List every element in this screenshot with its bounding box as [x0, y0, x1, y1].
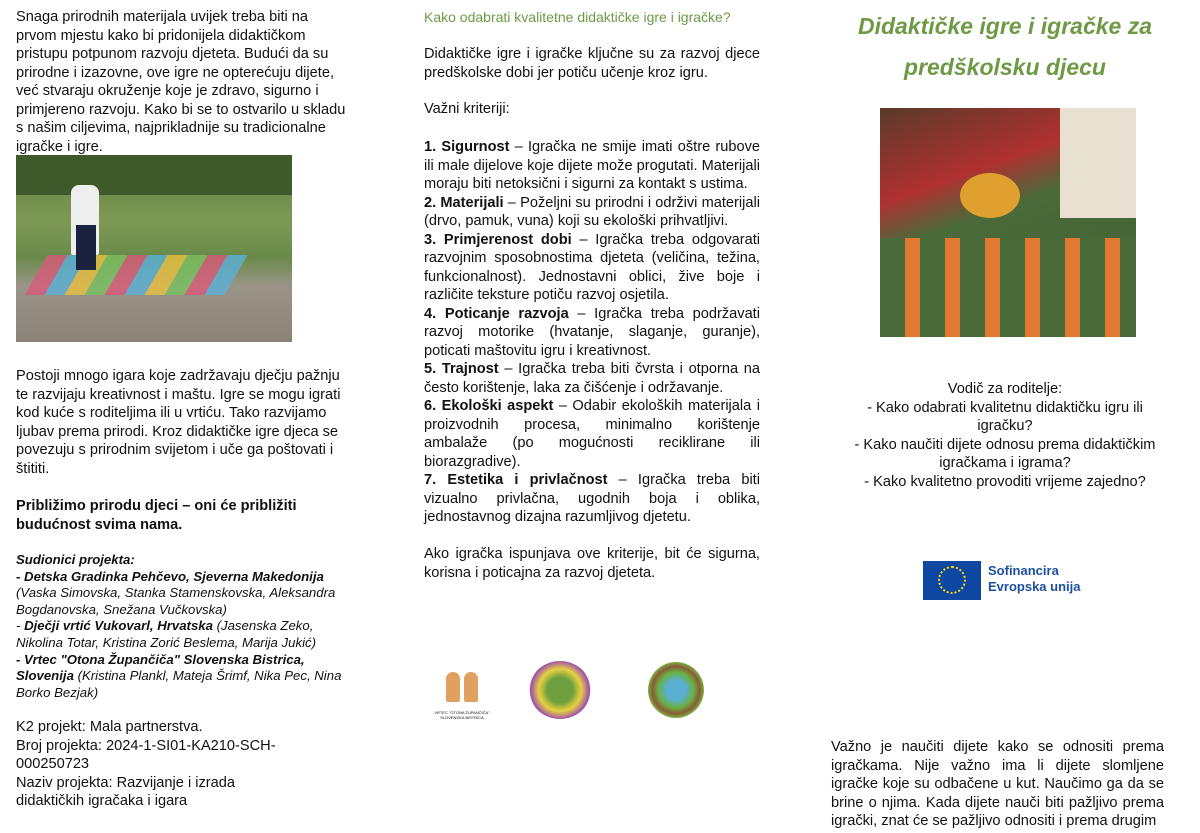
- participant: - Vrtec "Otona Župančiča" Slovenska Bistrica, Slovenija (Kristina Plankl, Mateja Šrimf, Nika Pec, Nina Borko Bezjak): [16, 651, 342, 700]
- guide-item: - Kako odabrati kvalitetnu didaktičku igru ili igračku?: [867, 399, 1143, 434]
- guide-title: Vodič za roditelje:: [947, 381, 1063, 397]
- project-type: K2 projekt: Mala partnerstva.: [16, 719, 203, 735]
- participant: - Dječji vrtić Vukovarl, Hrvatska (Jasenska Zeko, Nikolina Totar, Kristina Zorić Beslema, Marija Jukić): [16, 618, 316, 650]
- guide-item: - Kako naučiti dijete odnosu prema didaktičkim igračkama i igrama?: [854, 436, 1156, 471]
- vrtec-otona-zupancica-logo: VRTEC "OTONA ŽUPANČIČA" SLOVENSKA BISTRICA: [424, 662, 500, 720]
- child-hopscotch-photo: [16, 155, 292, 342]
- project-info: [16, 718, 306, 811]
- participants-title: Sudionici projekta:: [16, 552, 135, 567]
- slogan: Približimo prirodu djeci – oni će približiti budućnost svima nama.: [16, 498, 297, 533]
- criterion: 6. Ekološki aspekt – Odabir ekoloških materijala i proizvodnih procesa, minimalno korištenje ambalaže (po mogućnosti reciklirane ili biorazgradive).: [424, 398, 760, 470]
- criterion: 5. Trajnost – Igračka treba biti čvrsta i otporna na često korištenje, laka za čišćenje i održavanje.: [424, 361, 760, 396]
- project-name: Naziv projekta: Razvijanje i izrada didaktičkih igračaka i igara: [16, 774, 235, 809]
- criterion: 4. Poticanje razvoja – Igračka treba podržavati razvoj motorike (hvatanje, slaganje, guranje), poticati maštovitu igru i kreativnost.: [424, 305, 760, 359]
- child-playing-photo: [880, 108, 1136, 337]
- criterion: 2. Materijali – Poželjni su prirodni i održivi materijali (drvo, pamuk, vuna) koji su ekološki prihvatljivi.: [424, 194, 760, 229]
- intro-paragraph: Snaga prirodnih materijala uvijek treba biti na prvom mjestu kako bi pridonijela didaktičkom pristupu potpunom razvoju djeteta. Budući da su prirodne i izazovne, ove igre ne opterećuju dijete, već stvaraju okruženje koje je zdravo, sigurno i primjereno razvoju. Kako bi se to ostvarilo u skladu s našim ciljevima, najprikladnije su tradicionalne igračke i igre.: [16, 9, 346, 155]
- criteria-list: [424, 138, 760, 527]
- eu-flag-icon: [923, 561, 981, 600]
- criterion: 1. Sigurnost – Igračka ne smije imati oštre rubove ili male dijelove koje dijete može progutati. Materijali moraju biti netoksični i sigurni za kontakt s ustima.: [424, 139, 761, 192]
- bottom-paragraph: Važno je naučiti dijete kako se odnositi prema igračkama. Nije važno ima li dijete slomljene igračke koje su odbačene u kut. Naučimo ga da se brine o njima. Kada dijete nauči biti pažljivo prema igrački, znat će se pažljivo odnositi i prema drugim: [831, 739, 1164, 829]
- criteria-heading: Kako odabrati kvalitetne didaktičke igre i igračke?: [424, 9, 731, 25]
- middle-intro: Didaktičke igre i igračke ključne su za razvoj djece predškolske dobi jer potiču učenje kroz igru.: [424, 46, 760, 81]
- project-number: Broj projekta: 2024-1-SI01-KA210-SCH-000250723: [16, 737, 276, 772]
- participant: - Detska Gradinka Pehčevo, Sjeverna Makedonija (Vaska Simovska, Stanka Stamenskovska, Aleksandra Bogdanovska, Snežana Vučkovska): [16, 568, 336, 617]
- guide-item: - Kako kvalitetno provoditi vrijeme zajedno?: [864, 473, 1146, 490]
- participants: [16, 552, 356, 701]
- brochure-title: Didaktičke igre i igračke za predškolsku djecu: [857, 13, 1153, 80]
- nature-paragraph: Postoji mnogo igara koje zadržavaju dječju pažnju te razvijaju kreativnost i maštu. Igre se mogu igrati kod kuće s roditeljima ili u vrtiću. Tako razvijamo ljubav prema prirodi. Kroz didaktičke igre djeca se povezuju s prirodnim svijetom i uče ga poštovati i štititi.: [16, 368, 341, 477]
- conclusion: Ako igračka ispunjava ove kriterije, bit će sigurna, korisna i poticajna za razvoj djeteta.: [424, 546, 760, 581]
- eu-cofunded-label: Sofinancira Evropska unija: [988, 563, 1081, 594]
- criterion: 7. Estetika i privlačnost – Igračka treba biti vizualno privlačna, ugodnih boja i oblika, jednostavnog dizajna razumljivog djetetu.: [424, 472, 760, 525]
- criterion: 3. Primjerenost dobi – Igračka treba odgovarati razvojnim sposobnostima djeteta (veličina, težina, funkcionalnost). Jednostavni oblici, žive boje i različite teksture potiču razvoj osjetila.: [424, 231, 761, 303]
- criteria-title: Važni kriteriji:: [424, 101, 510, 117]
- kindergarten-dino-logo: [529, 661, 591, 719]
- kindergarten-earth-logo: [648, 662, 704, 718]
- parents-guide: [840, 380, 1170, 491]
